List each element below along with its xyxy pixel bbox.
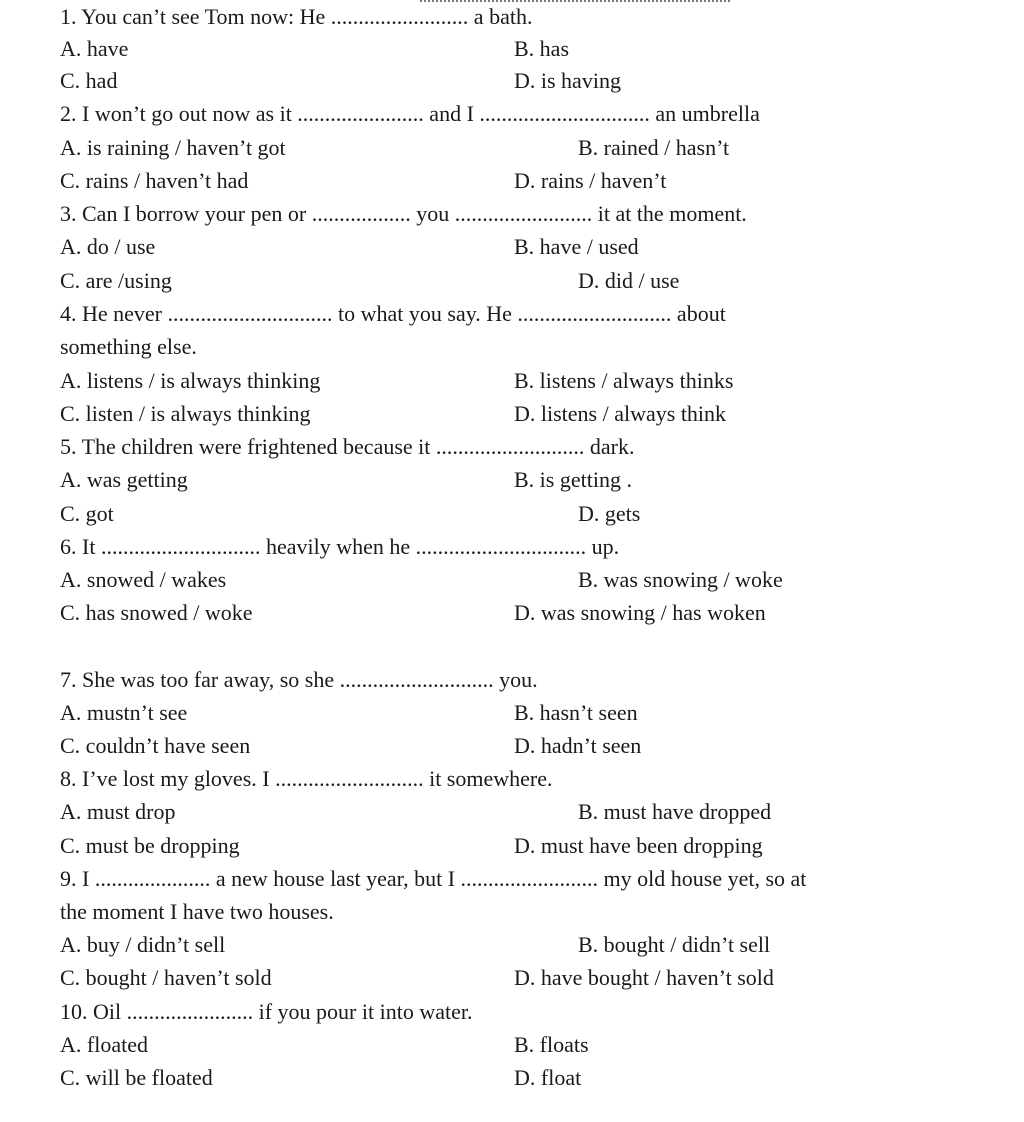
question-5-stem: 5. The children were frightened because it ........................... dark. (60, 434, 635, 459)
question-10-option-a[interactable]: A. floated (60, 1032, 148, 1057)
question-2-option-c[interactable]: C. rains / haven’t had (60, 168, 249, 193)
question-2-option-d[interactable]: D. rains / haven’t (514, 168, 667, 193)
question-6-option-d[interactable]: D. was snowing / has woken (514, 600, 766, 625)
question-2-option-a[interactable]: A. is raining / haven’t got (60, 135, 286, 160)
question-8-option-c[interactable]: C. must be dropping (60, 833, 240, 858)
question-7-option-a[interactable]: A. mustn’t see (60, 700, 188, 725)
question-4-option-d[interactable]: D. listens / always think (514, 401, 727, 426)
question-3-option-a[interactable]: A. do / use (60, 234, 156, 259)
question-5-option-b[interactable]: B. is getting . (514, 467, 632, 492)
question-7-stem: 7. She was too far away, so she ............................ you. (60, 667, 538, 692)
question-8-option-d[interactable]: D. must have been dropping (514, 833, 763, 858)
question-8-stem: 8. I’ve lost my gloves. I ........................... it somewhere. (60, 766, 553, 791)
question-1-option-c[interactable]: C. had (60, 68, 118, 93)
question-9-stem-continued: the moment I have two houses. (60, 899, 334, 924)
question-10-stem: 10. Oil ....................... if you pour it into water. (60, 999, 473, 1024)
question-4-option-b[interactable]: B. listens / always thinks (514, 368, 734, 393)
question-4-stem-continued: something else. (60, 334, 197, 359)
question-10-option-d[interactable]: D. float (514, 1065, 582, 1090)
question-10-option-b[interactable]: B. floats (514, 1032, 589, 1057)
question-9-stem: 9. I ..................... a new house last year, but I ......................... my old house yet, so at (60, 866, 807, 891)
question-2-stem: 2. I won’t go out now as it ....................... and I ............................... an umbrella (60, 101, 760, 126)
question-4-stem: 4. He never .............................. to what you say. He ............................ about (60, 301, 726, 326)
question-4-option-c[interactable]: C. listen / is always thinking (60, 401, 311, 426)
question-1-option-d[interactable]: D. is having (514, 68, 621, 93)
question-6-option-a[interactable]: A. snowed / wakes (60, 567, 227, 592)
question-9-option-d[interactable]: D. have bought / haven’t sold (514, 965, 774, 990)
question-6-option-c[interactable]: C. has snowed / woke (60, 600, 253, 625)
question-8-option-b[interactable]: B. must have dropped (578, 799, 772, 824)
question-5-option-d[interactable]: D. gets (578, 501, 641, 526)
question-7-option-b[interactable]: B. hasn’t seen (514, 700, 638, 725)
question-5-option-a[interactable]: A. was getting (60, 467, 188, 492)
question-6-stem: 6. It ............................. heavily when he ............................... up. (60, 534, 620, 559)
question-3-option-b[interactable]: B. have / used (514, 234, 639, 259)
question-3-option-d[interactable]: D. did / use (578, 268, 680, 293)
question-1-stem: 1. You can’t see Tom now: He ......................... a bath. (60, 4, 533, 29)
question-6-option-b[interactable]: B. was snowing / woke (578, 567, 783, 592)
question-9-option-c[interactable]: C. bought / haven’t sold (60, 965, 272, 990)
question-7-option-c[interactable]: C. couldn’t have seen (60, 733, 251, 758)
question-8-option-a[interactable]: A. must drop (60, 799, 176, 824)
question-7-option-d[interactable]: D. hadn’t seen (514, 733, 642, 758)
question-4-option-a[interactable]: A. listens / is always thinking (60, 368, 321, 393)
question-5-option-c[interactable]: C. got (60, 501, 114, 526)
question-1-option-b[interactable]: B. has (514, 36, 569, 61)
question-3-stem: 3. Can I borrow your pen or .................. you ......................... it at the moment. (60, 201, 747, 226)
question-9-option-b[interactable]: B. bought / didn’t sell (578, 932, 771, 957)
question-3-option-c[interactable]: C. are /using (60, 268, 172, 293)
question-9-option-a[interactable]: A. buy / didn’t sell (60, 932, 226, 957)
question-1-option-a[interactable]: A. have (60, 36, 129, 61)
question-2-option-b[interactable]: B. rained / hasn’t (578, 135, 730, 160)
question-10-option-c[interactable]: C. will be floated (60, 1065, 213, 1090)
